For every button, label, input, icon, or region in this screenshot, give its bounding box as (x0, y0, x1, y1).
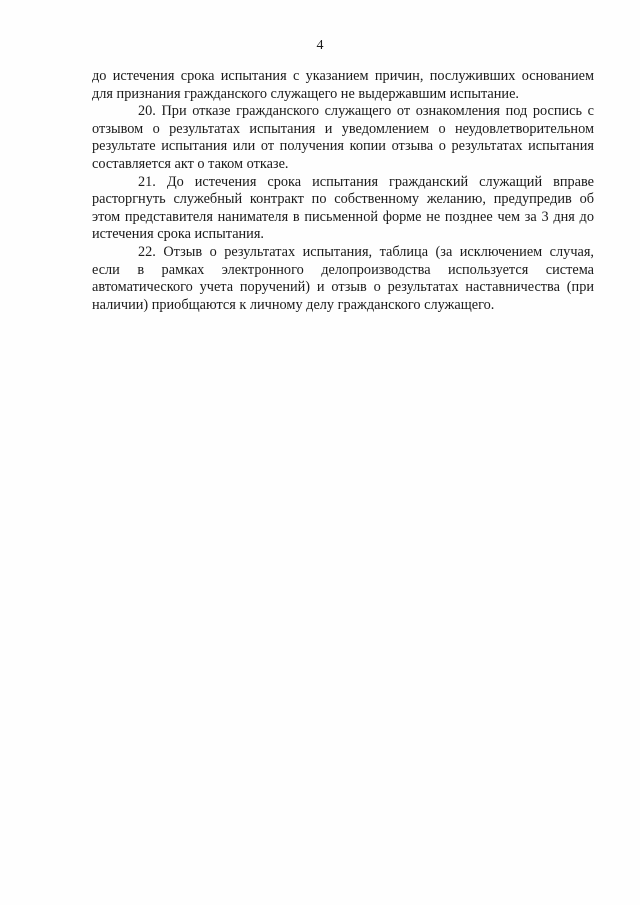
paragraph-22: 22. Отзыв о результатах испытания, таблица (за исключением случая, если в рамках электронного делопроизводства используется система автоматического учета поручений) и отзыв о результатах наставничества (при наличии) приобщаются к личному делу гражданского служащего. (92, 243, 594, 313)
paragraph-continuation: до истечения срока испытания с указанием причин, послуживших основанием для признания гражданского служащего не выдержавшим испытание. (92, 68, 594, 102)
page-number: 4 (316, 38, 324, 53)
paragraph-20: 20. При отказе гражданского служащего от ознакомления под роспись с отзывом о результатах испытания и уведомлением о неудовлетворительном результате испытания или от получения копии отзыва о результатах испытания составляется акт о таком отказе. (92, 103, 594, 172)
paragraph-21: 21. До истечения срока испытания гражданский служащий вправе расторгнуть служебный контракт по собственному желанию, предупредив об этом представителя нанимателя в письменной форме не позднее чем за 3 дня до истечения срока испытания. (92, 173, 594, 243)
document-body (92, 68, 594, 314)
